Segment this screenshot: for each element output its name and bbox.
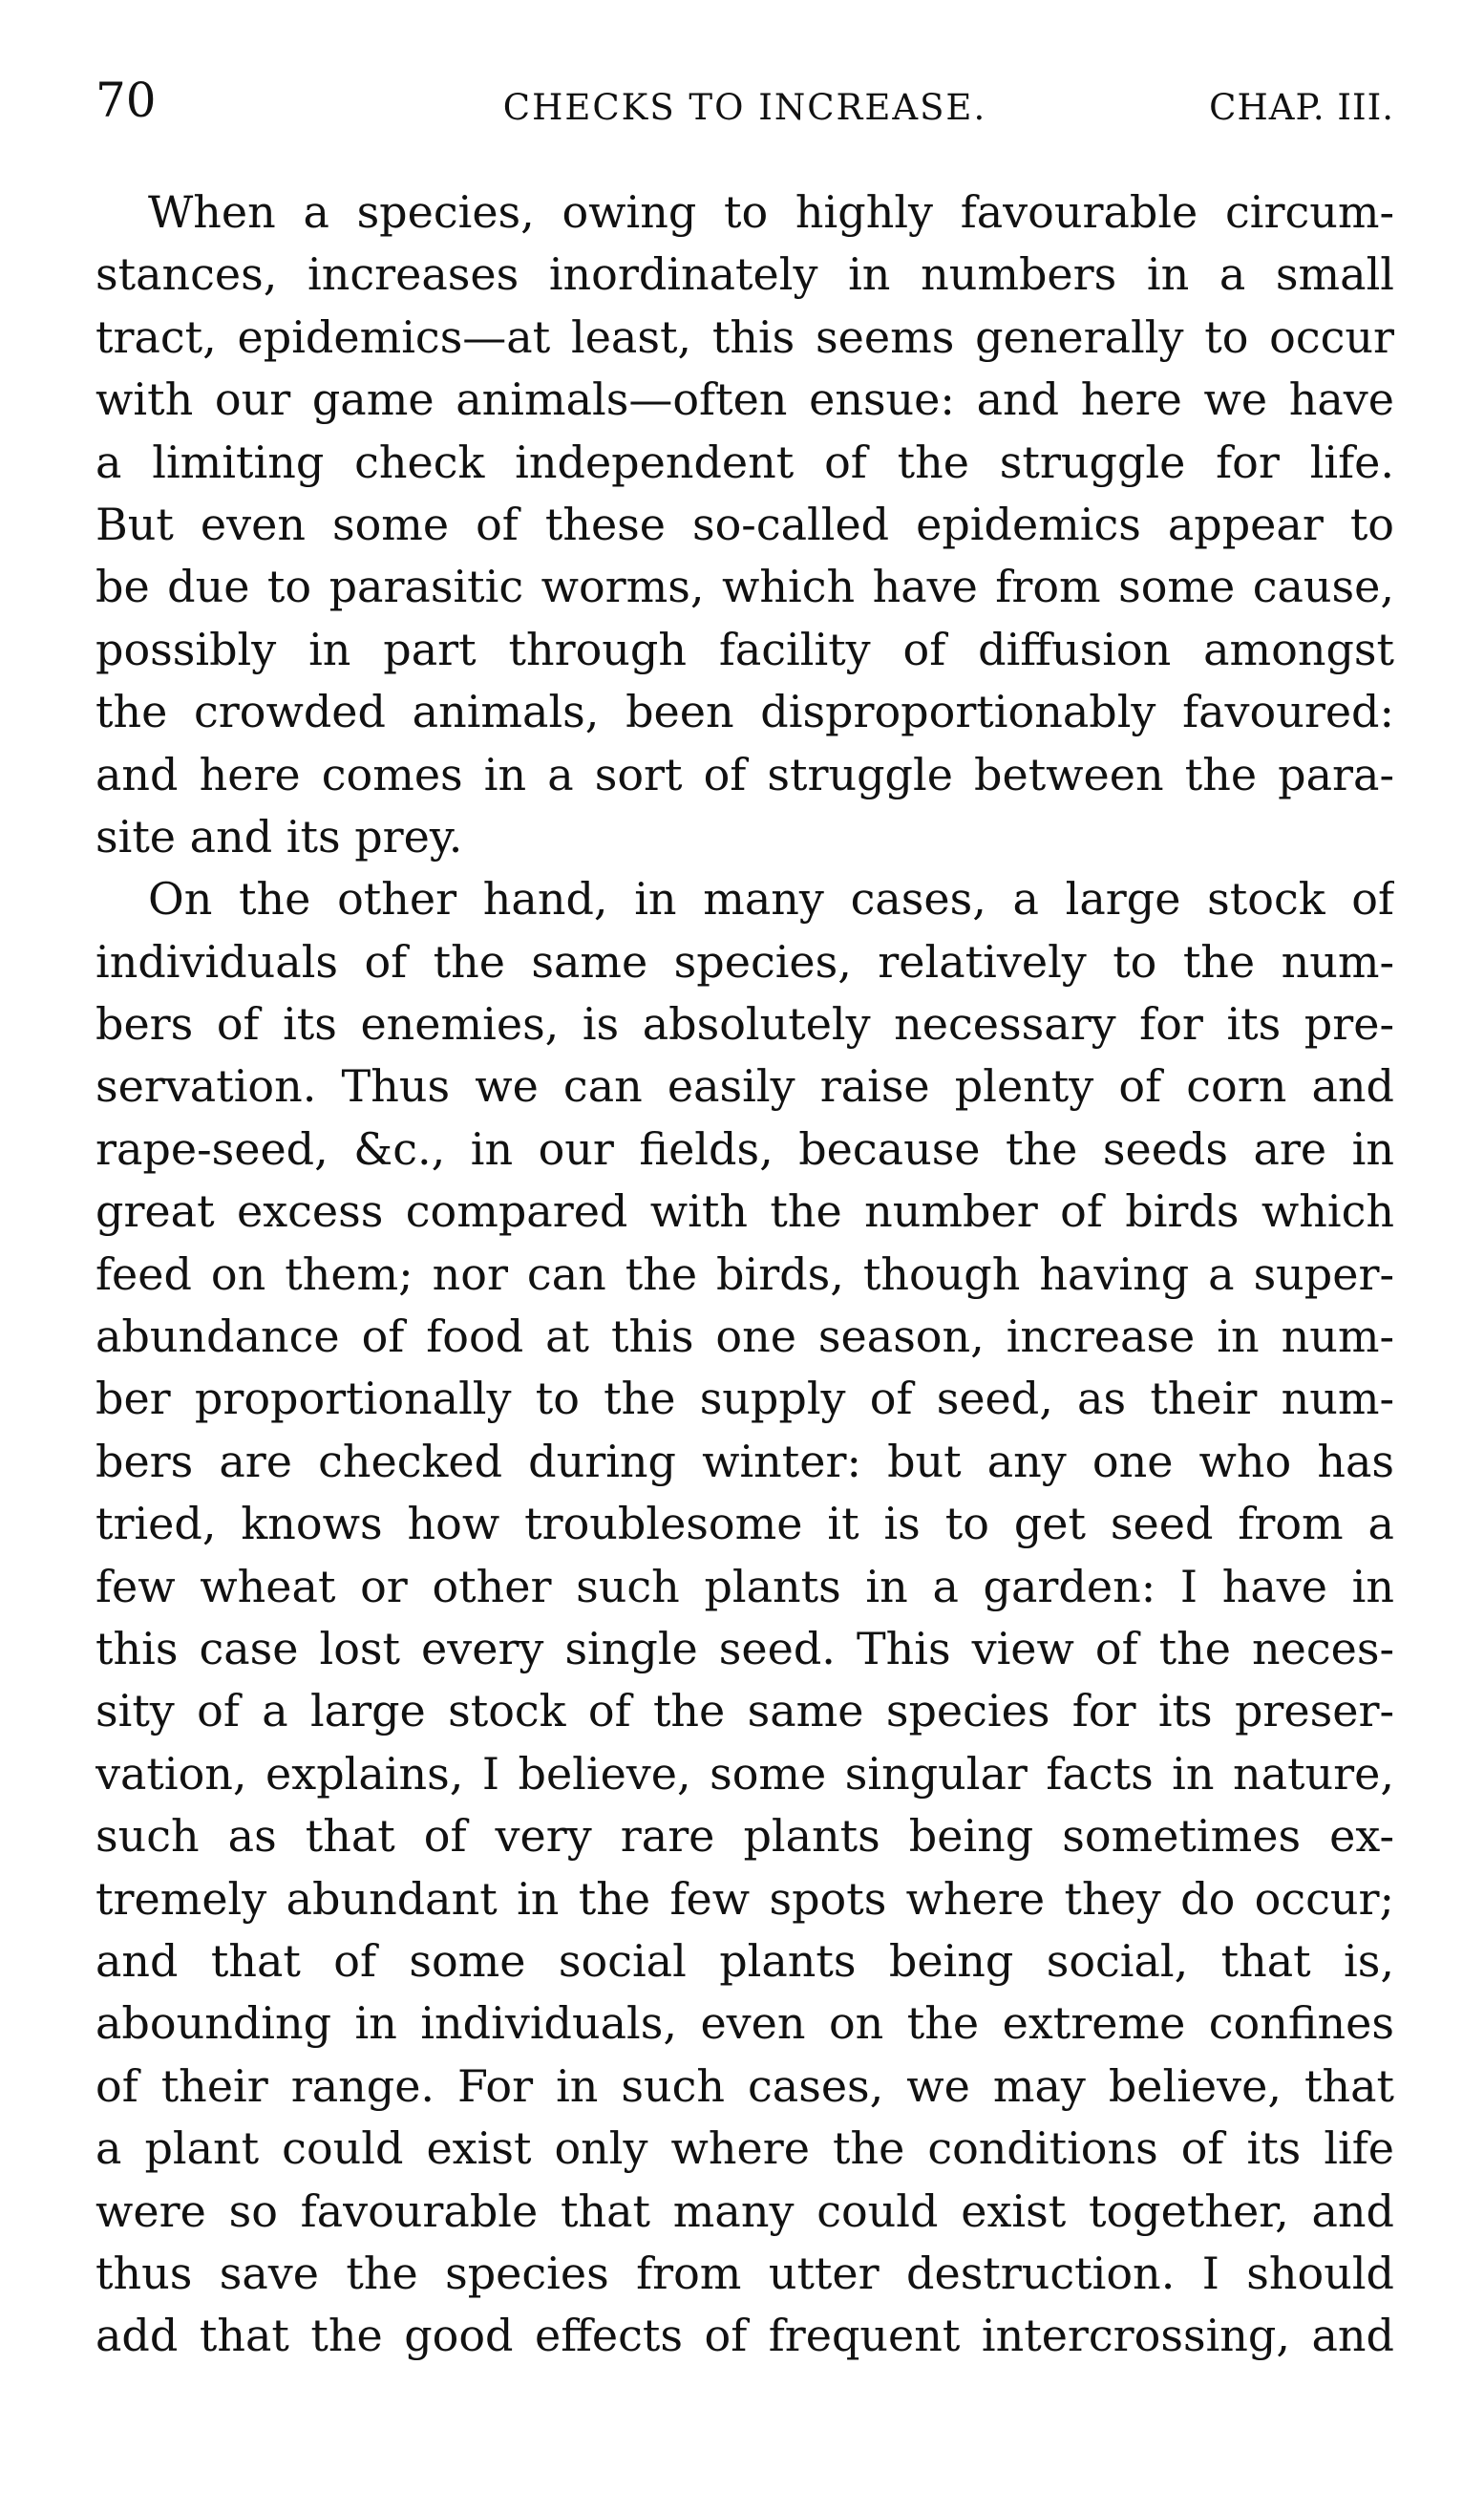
text-line: possibly in part through facility of diffusion amongst <box>95 623 1394 675</box>
text-line: vation, explains, I believe, some singular facts in nature, <box>95 1747 1394 1800</box>
text-line: and that of some social plants being social, that is, <box>95 1934 1394 1987</box>
body-text <box>95 181 1394 2368</box>
text-line: When a species, owing to highly favourable circum- <box>148 186 1394 238</box>
text-line: abundance of food at this one season, increase in num- <box>95 1310 1394 1363</box>
text-line: site and its prey. <box>95 810 463 863</box>
text-line: tried, knows how troublesome it is to get seed from a <box>95 1498 1394 1550</box>
text-line: abounding in individuals, even on the extreme confines <box>95 1997 1394 2050</box>
chapter-label: CHAP. III. <box>1209 87 1394 128</box>
text-line: rape-seed, &c., in our fields, because the seeds are in <box>95 1122 1394 1175</box>
text-line: stances, increases inordinately in numbers in a small <box>95 248 1394 301</box>
text-line: few wheat or other such plants in a garden: I have in <box>95 1560 1394 1612</box>
text-line: individuals of the same species, relatively to the num- <box>95 935 1394 988</box>
text-line: this case lost every single seed. This view of the neces- <box>95 1622 1394 1674</box>
text-line: with our game animals—often ensue: and here we have <box>95 373 1394 426</box>
text-line: were so favourable that many could exist together, and <box>95 2184 1394 2237</box>
text-line: tract, epidemics—at least, this seems generally to occur <box>95 310 1394 363</box>
text-line: But even some of these so-called epidemics appear to <box>95 498 1394 550</box>
text-line: a limiting check independent of the struggle for life. <box>95 436 1394 488</box>
text-line: and here comes in a sort of struggle between the para- <box>95 748 1394 800</box>
text-line: the crowded animals, been disproportionably favoured: <box>95 686 1394 738</box>
page-number: 70 <box>95 73 157 128</box>
paragraph-1 <box>95 181 1394 868</box>
text-line: On the other hand, in many cases, a large stock of <box>148 873 1394 926</box>
text-line: feed on them; nor can the birds, though having a super- <box>95 1247 1394 1300</box>
text-line: be due to parasitic worms, which have from some cause, <box>95 561 1394 613</box>
text-line: sity of a large stock of the same species for its preser- <box>95 1685 1394 1737</box>
running-head <box>95 67 1394 134</box>
text-line: of their range. For in such cases, we may believe, that <box>95 2059 1394 2112</box>
text-line: ber proportionally to the supply of seed, as their num- <box>95 1373 1394 1425</box>
text-line: add that the good effects of frequent intercrossing, and <box>95 2310 1394 2362</box>
text-line: such as that of very rare plants being sometimes ex- <box>95 1810 1394 1863</box>
text-line: thus save the species from utter destruction. I should <box>95 2247 1394 2299</box>
text-line: bers of its enemies, is absolutely necessary for its pre- <box>95 998 1394 1051</box>
text-line: a plant could exist only where the conditions of its life <box>95 2122 1394 2175</box>
paragraph-2 <box>95 868 1394 2367</box>
running-title: CHECKS TO INCREASE. <box>502 87 987 128</box>
text-line: great excess compared with the number of birds which <box>95 1185 1394 1238</box>
text-line: bers are checked during winter: but any one who has <box>95 1435 1394 1487</box>
text-line: tremely abundant in the few spots where they do occur; <box>95 1872 1394 1925</box>
text-line: servation. Thus we can easily raise plenty of corn and <box>95 1060 1394 1113</box>
